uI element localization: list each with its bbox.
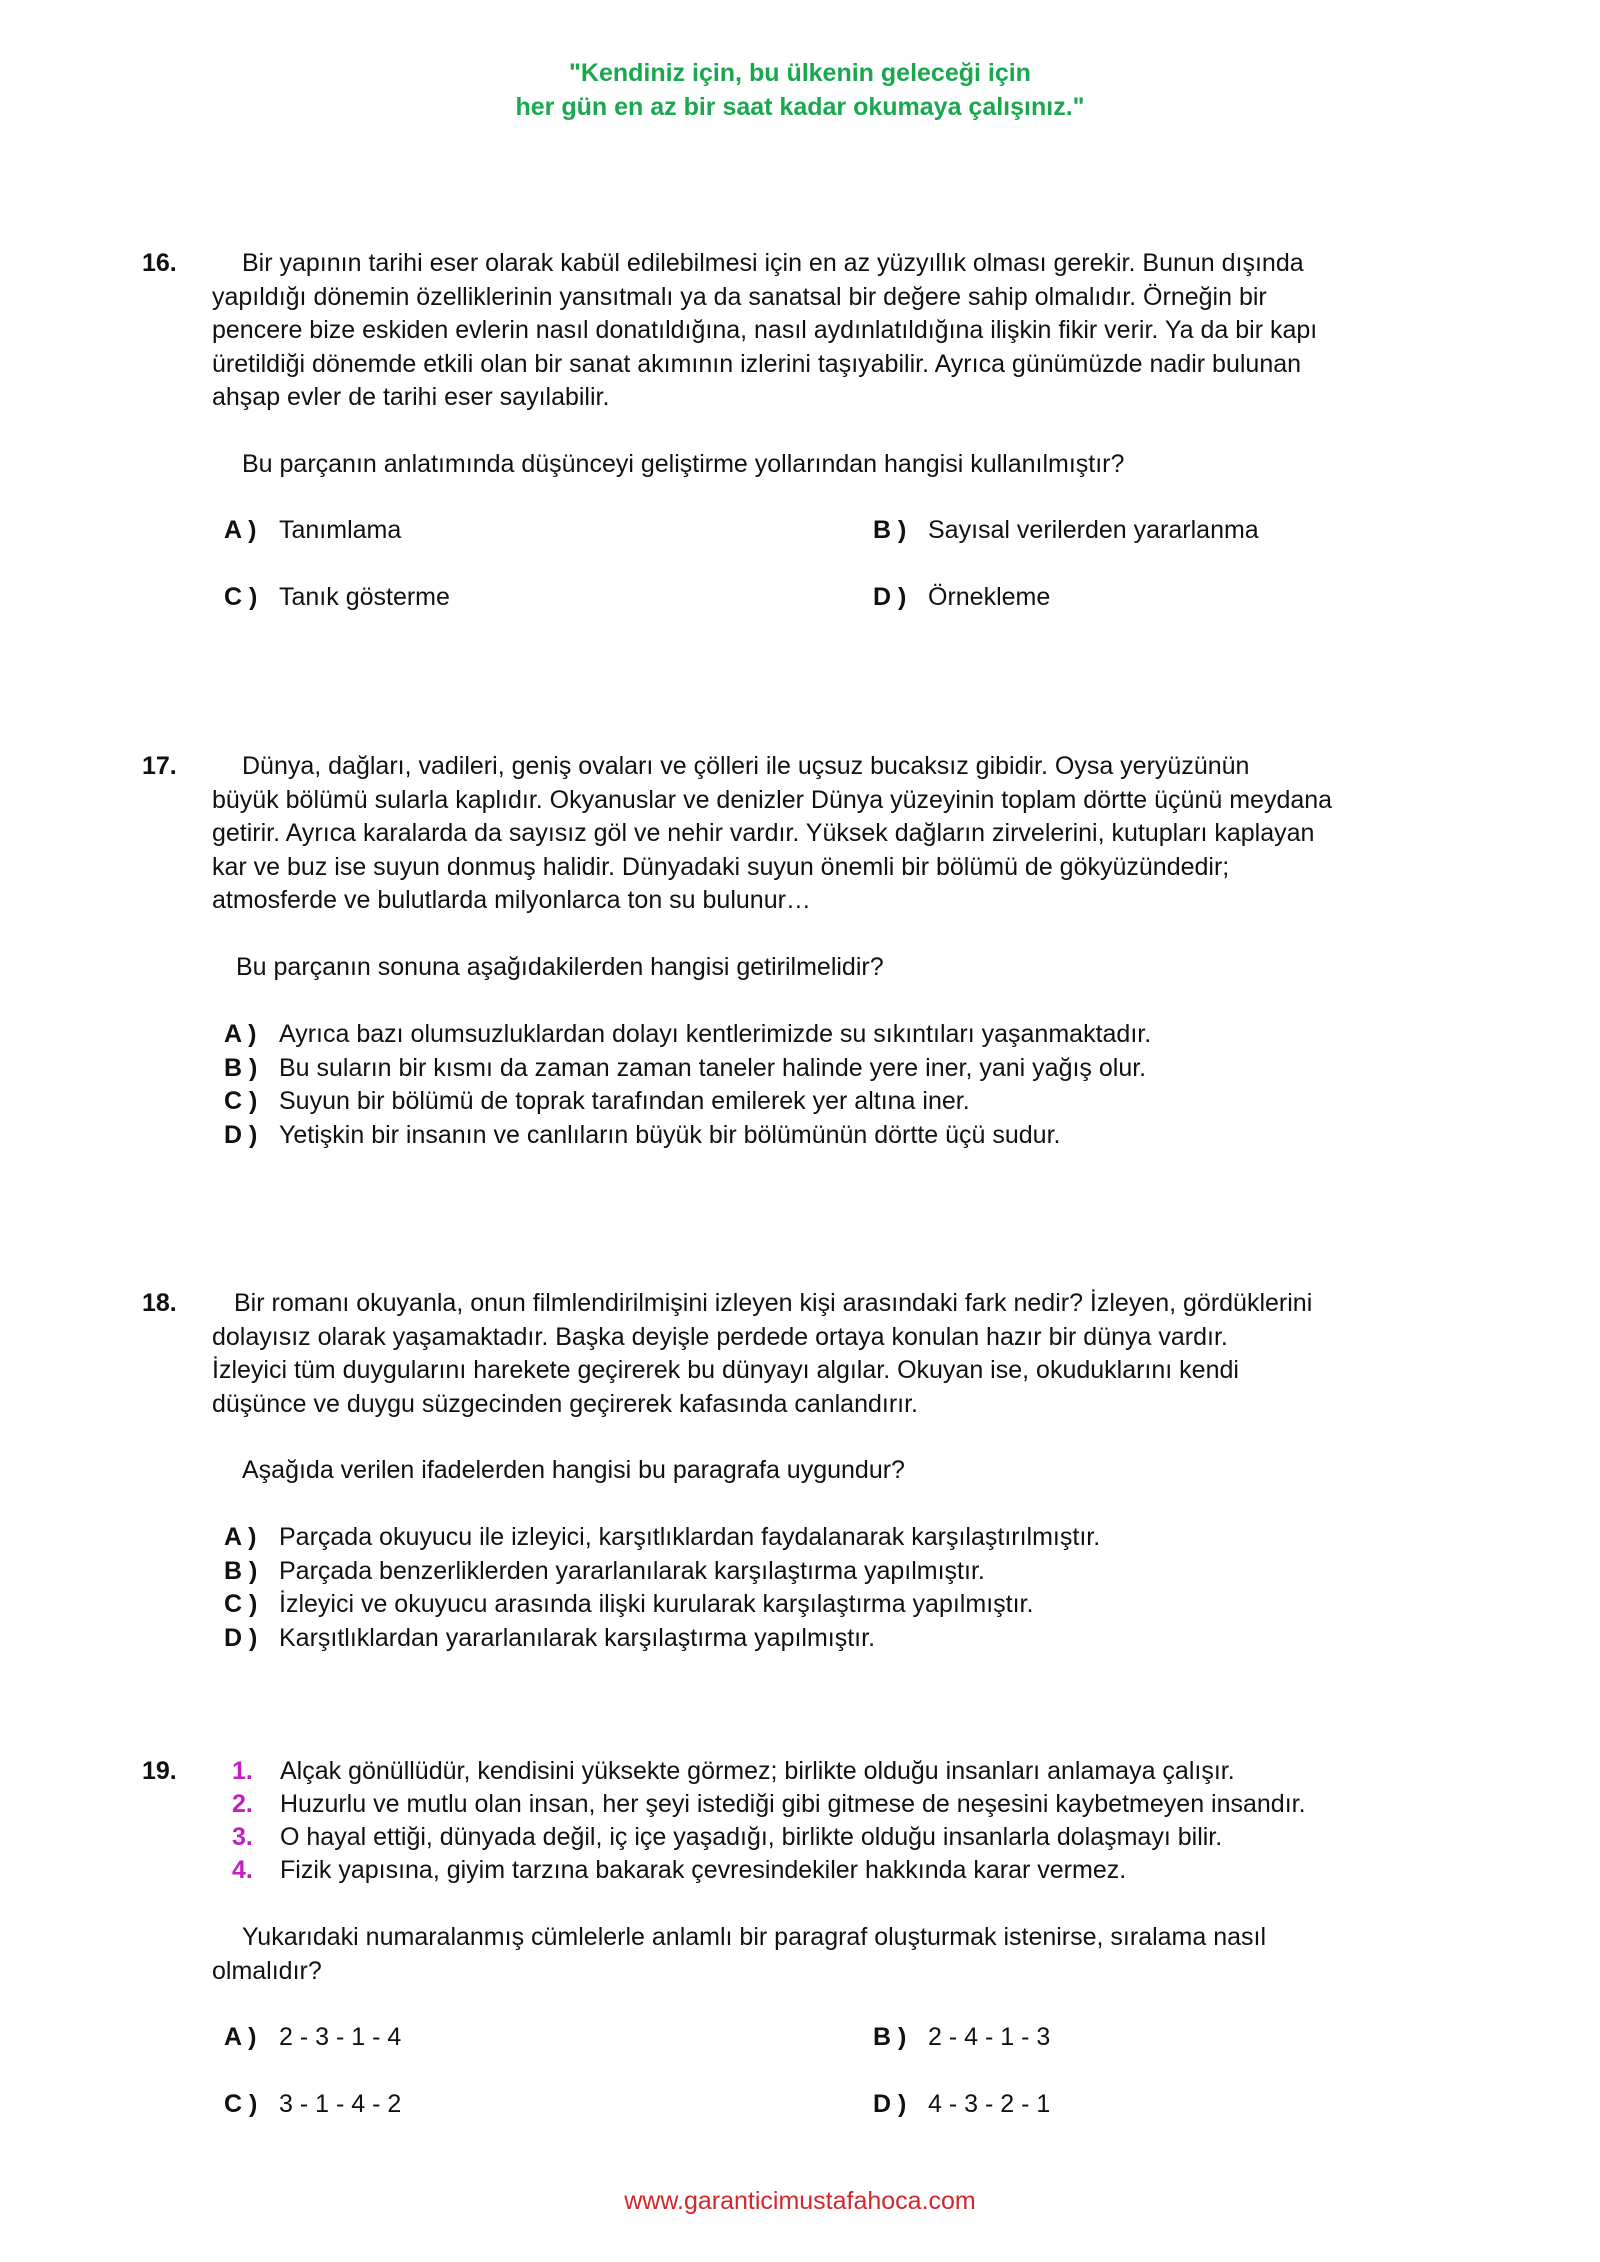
option-letter: C ) [224, 1590, 258, 1618]
question-passage [212, 1287, 1432, 1421]
option-text: Suyun bir bölümü de toprak tarafından emilerek yer altına iner. [279, 1087, 970, 1115]
option-d[interactable] [873, 2088, 1050, 2122]
option-text: Örnekleme [928, 583, 1051, 611]
option-d[interactable] [224, 1622, 875, 1656]
option-text: Yetişkin bir insanın ve canlıların büyük bir bölümünün dörtte üçü sudur. [279, 1120, 1061, 1149]
sentence-text: O hayal ettiği, dünyada değil, iç içe yaşadığı, birlikte olduğu insanlarla dolaşmayı bilir. [280, 1823, 1223, 1851]
sentence-text: Fizik yapısına, giyim tarzına bakarak çevresindekiler hakkında karar vermez. [280, 1856, 1127, 1884]
option-text: Tanık gösterme [279, 583, 450, 611]
option-b[interactable] [873, 514, 1259, 548]
option-text: Karşıtlıklardan yararlanılarak karşılaştırma yapılmıştır. [279, 1623, 876, 1652]
question-number: 16. [142, 249, 177, 277]
option-letter: B ) [224, 1556, 258, 1585]
option-c[interactable] [224, 1588, 1033, 1622]
question-passage [212, 750, 1432, 918]
question-prompt: Yukarıdaki numaralanmış cümlelerle anlamlı bir paragraf oluşturmak istenirse, sıralama nasıl olmalıdır? [212, 1923, 1267, 1985]
option-letter: D ) [224, 1623, 258, 1652]
option-letter: B ) [873, 516, 907, 544]
passage-line: Bir romanı okuyanla, onun filmlendirilmişini izleyen kişi arasındaki fark nedir? İzleyen, gördüklerini [234, 1289, 1313, 1317]
numbered-sentence [232, 1821, 1222, 1855]
option-a[interactable] [224, 1018, 1151, 1052]
question-number: 18. [142, 1289, 177, 1317]
option-letter: A ) [224, 516, 257, 544]
option-letter: D ) [873, 2090, 907, 2118]
option-letter: B ) [224, 1053, 258, 1082]
option-letter: C ) [224, 2090, 258, 2118]
numbered-sentence [232, 1755, 1235, 1789]
sentence-number: 3. [232, 1823, 253, 1851]
option-text: 4 - 3 - 2 - 1 [928, 2090, 1051, 2118]
passage-line: atmosferde ve bulutlarda milyonlarca ton su bulunur… [212, 886, 811, 914]
option-text: Ayrıca bazı olumsuzluklardan dolayı kentlerimizde su sıkıntıları yaşanmaktadır. [279, 1020, 1152, 1048]
motto-header [0, 56, 1600, 124]
option-text: Bu suların bir kısmı da zaman zaman taneler halinde yere iner, yani yağış olur. [279, 1053, 1147, 1082]
motto-line-2: her gün en az bir saat kadar okumaya çalışınız." [515, 93, 1085, 121]
motto-line-1: "Kendiniz için, bu ülkenin geleceği için [569, 59, 1031, 87]
question-prompt: Aşağıda verilen ifadelerden hangisi bu paragrafa uygundur? [242, 1456, 905, 1484]
option-b[interactable] [224, 1555, 985, 1589]
option-text: Sayısal verilerden yararlanma [928, 516, 1259, 544]
footer-url-link[interactable]: www.garanticimustafahoca.com [624, 2187, 976, 2215]
passage-line: pencere bize eskiden evlerin nasıl donatıldığına, nasıl aydınlatıldığına ilişkin fikir verir. Ya da bir kapı [212, 316, 1318, 344]
option-c[interactable] [224, 2088, 401, 2122]
sentence-text: Huzurlu ve mutlu olan insan, her şeyi istediği gibi gitmese de neşesini kaybetmeyen insandır. [280, 1790, 1306, 1818]
option-text: 2 - 3 - 1 - 4 [279, 2023, 402, 2051]
option-a[interactable] [224, 514, 401, 548]
option-b[interactable] [873, 2021, 1050, 2055]
option-letter: A ) [224, 1020, 257, 1048]
option-letter: C ) [224, 1087, 258, 1115]
option-text: İzleyici ve okuyucu arasında ilişki kurularak karşılaştırma yapılmıştır. [279, 1590, 1034, 1618]
numbered-sentence [232, 1788, 1306, 1822]
option-text: 3 - 1 - 4 - 2 [279, 2090, 402, 2118]
question-passage [212, 247, 1432, 415]
question-prompt: Bu parçanın sonuna aşağıdakilerden hangisi getirilmelidir? [236, 953, 884, 981]
sentence-number: 2. [232, 1790, 253, 1818]
option-c[interactable] [224, 581, 450, 615]
option-letter: D ) [873, 583, 907, 611]
passage-line: büyük bölümü sularla kaplıdır. Okyanuslar ve denizler Dünya yüzeyinin toplam dörtte üçünü meydana [212, 785, 1333, 814]
passage-line: yapıldığı dönemin özelliklerinin yansıtmalı ya da sanatsal bir değere sahip olmalıdır. Örneğin bir [212, 282, 1267, 311]
option-text: Parçada benzerliklerden yararlanılarak karşılaştırma yapılmıştır. [279, 1556, 985, 1585]
option-text: Tanımlama [279, 516, 402, 544]
passage-line: üretildiği dönemde etkili olan bir sanat akımının izlerini taşıyabilir. Ayrıca günümüzde nadir bulunan [212, 349, 1302, 378]
option-d[interactable] [873, 581, 1050, 615]
option-b[interactable] [224, 1052, 1146, 1086]
option-letter: D ) [224, 1120, 258, 1149]
passage-line: dolayısız olarak yaşamaktadır. Başka deyişle perdede ortaya konulan hazır bir dünya vardır. [212, 1322, 1228, 1351]
option-text: Parçada okuyucu ile izleyici, karşıtlıklardan faydalanarak karşılaştırılmıştır. [279, 1523, 1101, 1551]
option-a[interactable] [224, 1521, 1100, 1555]
option-letter: A ) [224, 2023, 257, 2051]
option-text: 2 - 4 - 1 - 3 [928, 2023, 1051, 2051]
option-letter: A ) [224, 1523, 257, 1551]
passage-line: İzleyici tüm duygularını harekete geçirerek bu dünyayı algılar. Okuyan ise, okuduklarını kendi [212, 1356, 1239, 1384]
option-letter: C ) [224, 583, 258, 611]
question-number: 17. [142, 752, 177, 780]
sentence-number: 4. [232, 1856, 253, 1884]
option-d[interactable] [224, 1119, 1060, 1153]
passage-line: kar ve buz ise suyun donmuş halidir. Dünyadaki suyun önemli bir bölümü de gökyüzündedir; [212, 852, 1230, 881]
option-a[interactable] [224, 2021, 401, 2055]
passage-line: düşünce ve duygu süzgecinden geçirerek kafasında canlandırır. [212, 1389, 919, 1418]
passage-line: Dünya, dağları, vadileri, geniş ovaları ve çölleri ile uçsuz bucaksız gibidir. Oysa yeryüzünün [242, 752, 1250, 780]
passage-line: Bir yapının tarihi eser olarak kabül edilebilmesi için en az yüzyıllık olması gerekir. Bunun dışında [242, 249, 1304, 277]
passage-line: ahşap evler de tarihi eser sayılabilir. [212, 383, 610, 411]
question-number: 19. [142, 1757, 177, 1785]
question-prompt: Bu parçanın anlatımında düşünceyi geliştirme yollarından hangisi kullanılmıştır? [242, 450, 1125, 478]
option-c[interactable] [224, 1085, 970, 1119]
passage-line: getirir. Ayrıca karalarda da sayısız göl ve nehir vardır. Yüksek dağların zirvelerini, kutupları kaplayan [212, 819, 1315, 847]
sentence-text: Alçak gönüllüdür, kendisini yüksekte görmez; birlikte olduğu insanları anlamaya çalışır. [280, 1757, 1235, 1785]
option-letter: B ) [873, 2023, 907, 2051]
numbered-sentence [232, 1854, 1126, 1888]
sentence-number: 1. [232, 1757, 253, 1785]
